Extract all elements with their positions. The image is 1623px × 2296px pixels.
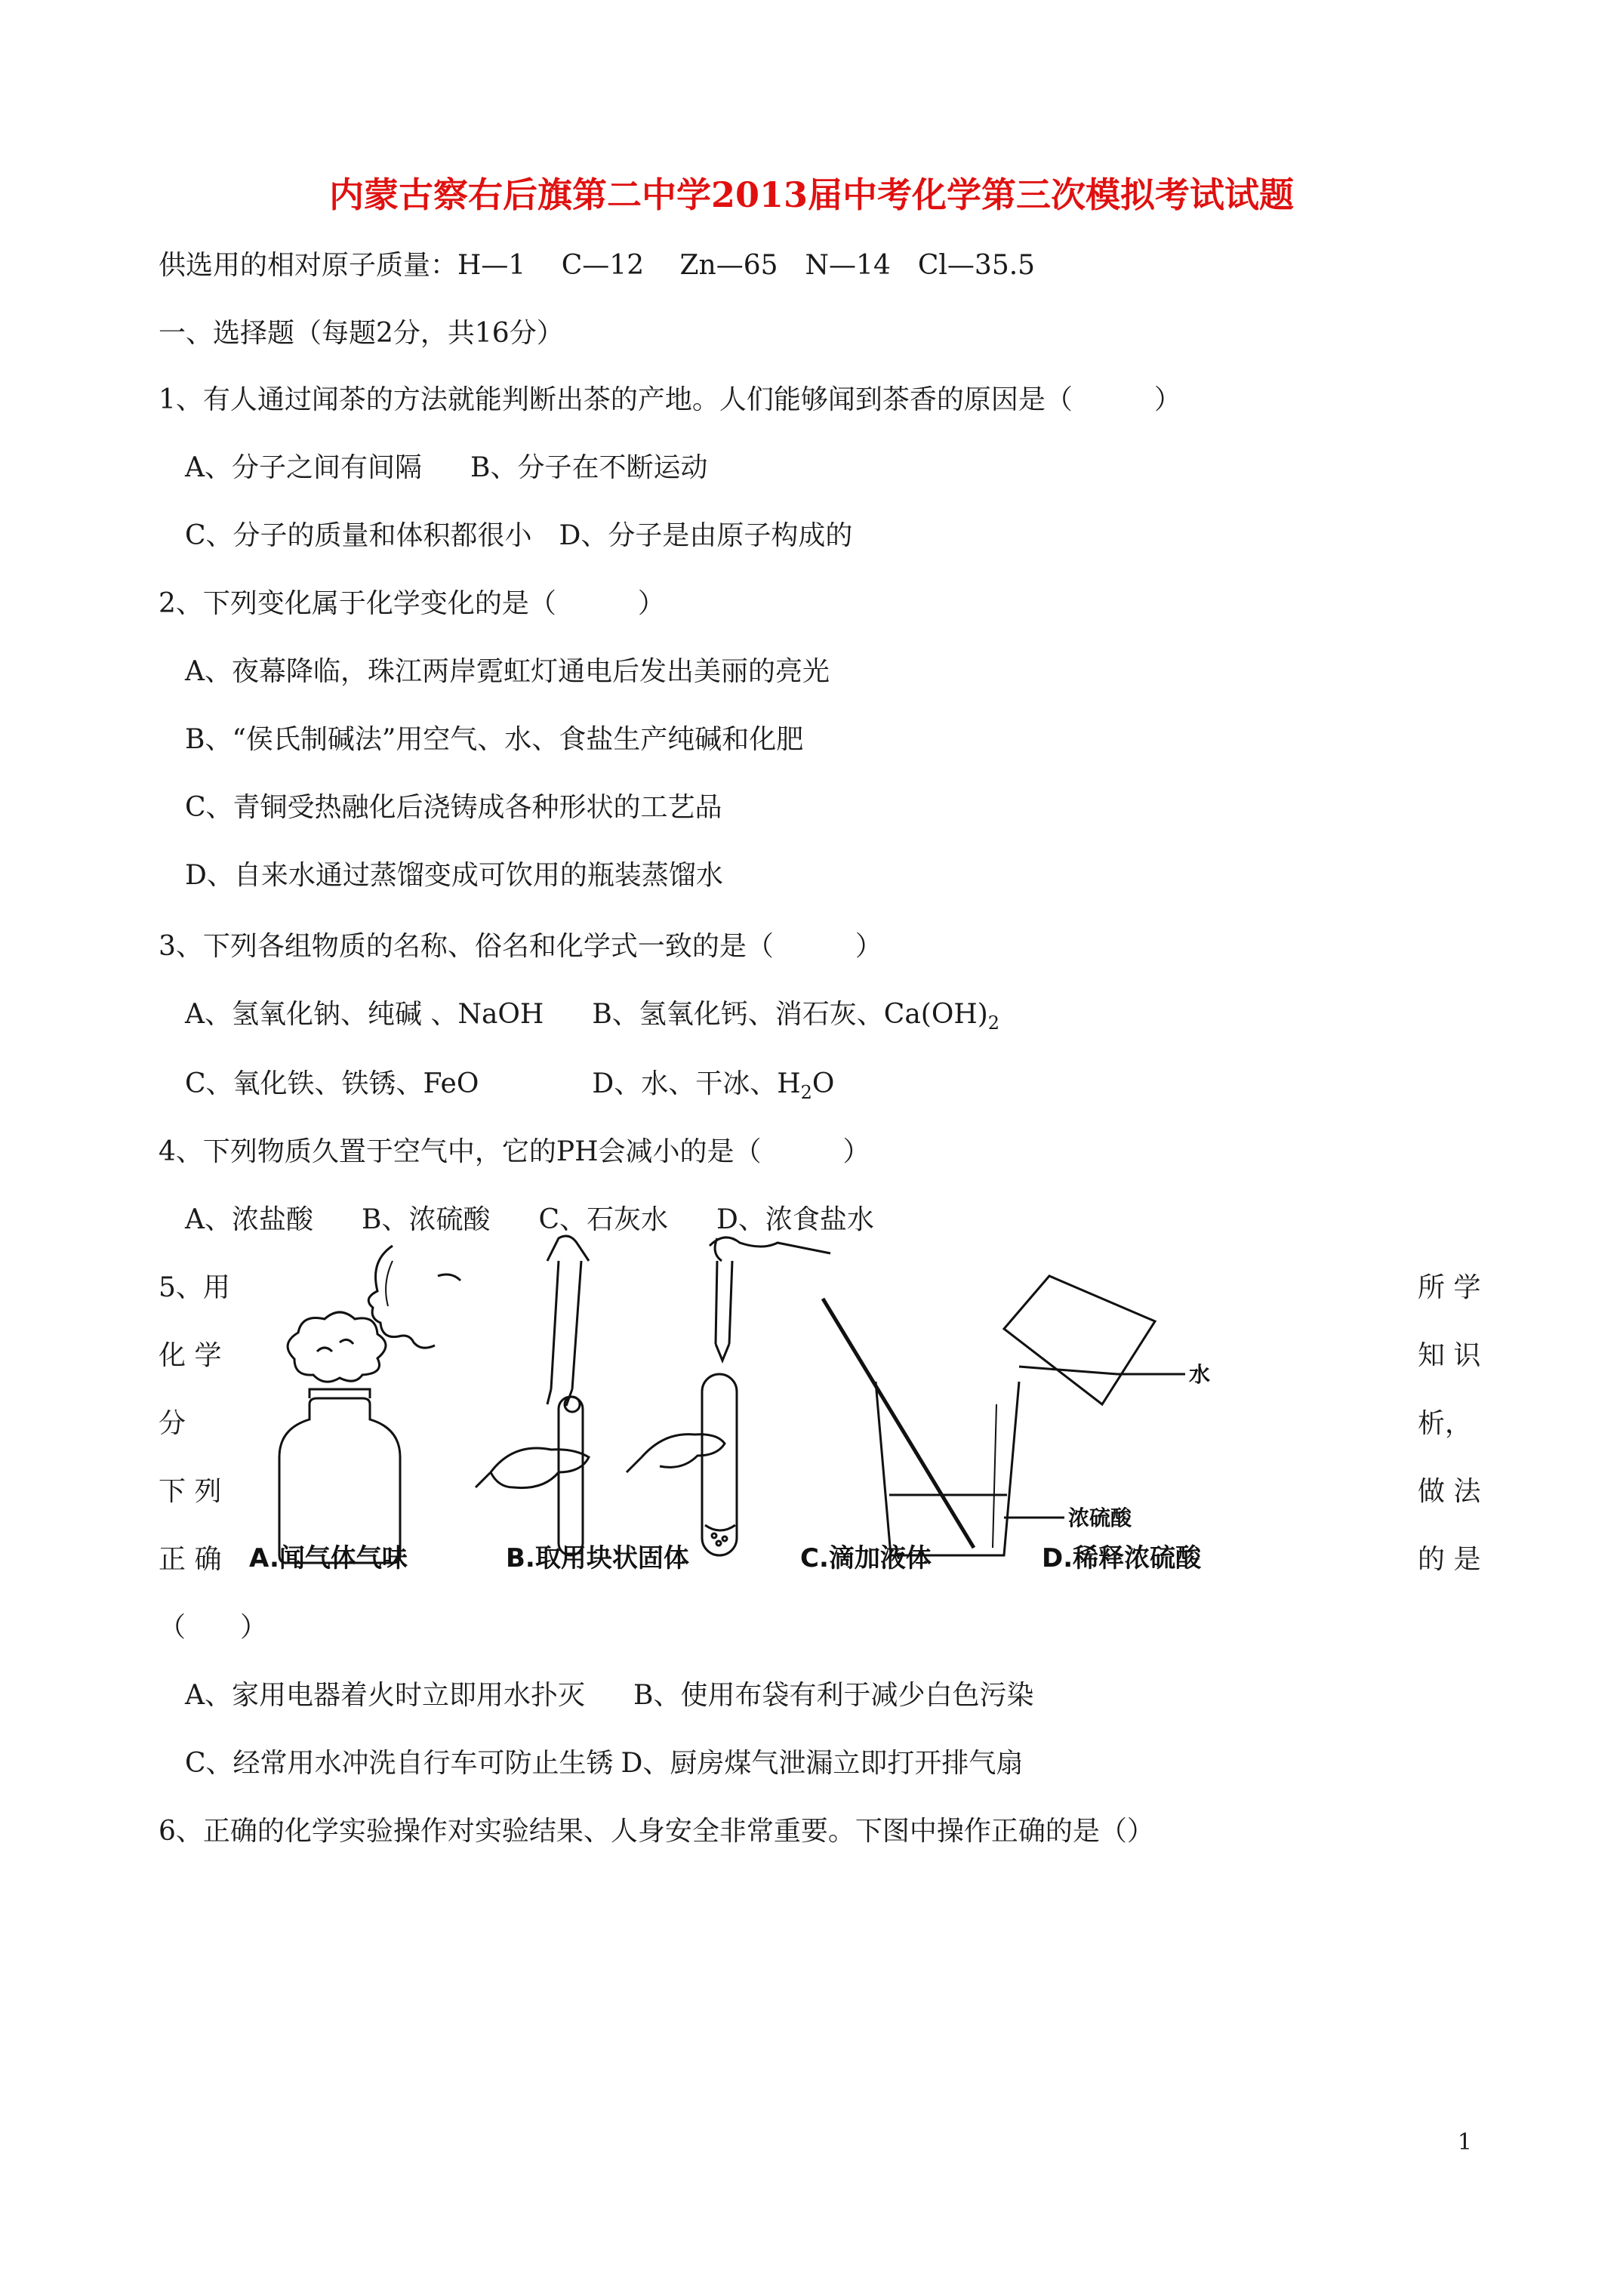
question-2-option-d: D、自来水通过蒸馏变成可饮用的瓶装蒸馏水 <box>185 860 723 891</box>
question-1-options-cd <box>185 519 852 553</box>
option-c: C、氧化铁、铁锈、FeO <box>185 1068 479 1099</box>
question-4-stem: 4、下列物质久置于空气中，它的PH会减小的是（ ） <box>159 1136 870 1167</box>
caption-d: D.稀释浓硫酸 <box>1042 1543 1202 1573</box>
question-3-options-cd <box>185 1068 834 1109</box>
option-c: C、经常用水冲洗自行车可防止生锈 <box>185 1748 614 1779</box>
option-b: B、分子在不断运动 <box>470 452 708 483</box>
question-2-option-c: C、青铜受热融化后浇铸成各种形状的工艺品 <box>185 792 722 823</box>
question-5-paren: （ ） <box>159 1612 268 1643</box>
question-5-left-5: 正 确 <box>159 1544 222 1575</box>
atomic-masses: 供选用的相对原子质量：H—1 C—12 Zn—65 N—14 Cl—35.5 <box>159 250 1036 281</box>
option-d: D、厨房煤气泄漏立即打开排气扇 <box>621 1748 1024 1779</box>
question-5-left-3: 分 <box>159 1408 186 1439</box>
smell-gas-illustration <box>279 1246 460 1563</box>
question-5-left-4: 下 列 <box>159 1476 222 1507</box>
page-title: 内蒙古察右后旗第二中学2013届中考化学第三次模拟考试试题 <box>328 174 1295 215</box>
option-b: B、使用布袋有利于减少白色污染 <box>633 1680 1034 1711</box>
question-1-stem: 1、有人通过闻茶的方法就能判断出茶的产地。人们能够闻到茶香的原因是（ ） <box>159 384 1181 415</box>
question-5-right-5: 的 是 <box>1418 1544 1481 1575</box>
option-d: D、分子是由原子构成的 <box>559 520 853 551</box>
acid-label: 浓硫酸 <box>1068 1505 1132 1530</box>
water-label: 水 <box>1189 1362 1211 1387</box>
option-a: A、家用电器着火时立即用水扑灭 <box>185 1680 585 1711</box>
question-6-stem: 6、正确的化学实验操作对实验结果、人身安全非常重要。下图中操作正确的是（） <box>159 1816 1154 1847</box>
caption-b: B.取用块状固体 <box>506 1543 689 1573</box>
option-b: B、浓硫酸 <box>362 1204 491 1235</box>
option-a: A、分子之间有间隔 <box>185 452 422 483</box>
question-2-stem: 2、下列变化属于化学变化的是（ ） <box>159 588 665 619</box>
page-number: 1 <box>1457 2129 1472 2156</box>
question-3-stem: 3、下列各组物质的名称、俗名和化学式一致的是（ ） <box>159 931 882 962</box>
question-1-options-ab <box>185 451 707 485</box>
question-5-right-3: 析， <box>1418 1408 1473 1439</box>
question-5-left-1: 5、用 <box>159 1272 230 1303</box>
solid-reagent-illustration <box>476 1236 589 1555</box>
option-a: A、氢氧化钠、纯碱 、NaOH <box>185 999 544 1030</box>
option-d: D、水、干冰、$H_2O$ <box>592 1068 835 1103</box>
option-b: B、氢氧化钙、消石灰、$Ca(OH)_2$ <box>592 999 1000 1034</box>
option-c: C、石灰水 <box>538 1204 669 1235</box>
option-a: A、浓盐酸 <box>185 1204 313 1235</box>
question-5-right-1: 所 学 <box>1418 1272 1481 1303</box>
question-5-right-2: 知 识 <box>1418 1340 1481 1371</box>
caption-a: A.闻气体气味 <box>249 1543 408 1573</box>
drop-liquid-illustration <box>627 1237 830 1555</box>
question-5-options-ab <box>185 1679 1033 1712</box>
question-3-options-ab <box>185 998 999 1040</box>
lab-operations-figure <box>249 1231 1397 1578</box>
question-2-option-a: A、夜幕降临，珠江两岸霓虹灯通电后发出美丽的亮光 <box>185 656 830 687</box>
section-heading: 一、选择题（每题2分，共16分） <box>159 318 564 349</box>
question-5-right-4: 做 法 <box>1418 1476 1481 1507</box>
option-d: D、浓食盐水 <box>716 1204 874 1235</box>
option-c: C、分子的质量和体积都很小 <box>185 520 532 551</box>
question-5-options-cd <box>185 1747 1023 1780</box>
question-2-option-b: B、“侯氏制碱法”用空气、水、食盐生产纯碱和化肥 <box>185 724 804 755</box>
caption-c: C.滴加液体 <box>800 1543 932 1573</box>
question-5-left-2: 化 学 <box>159 1340 222 1371</box>
